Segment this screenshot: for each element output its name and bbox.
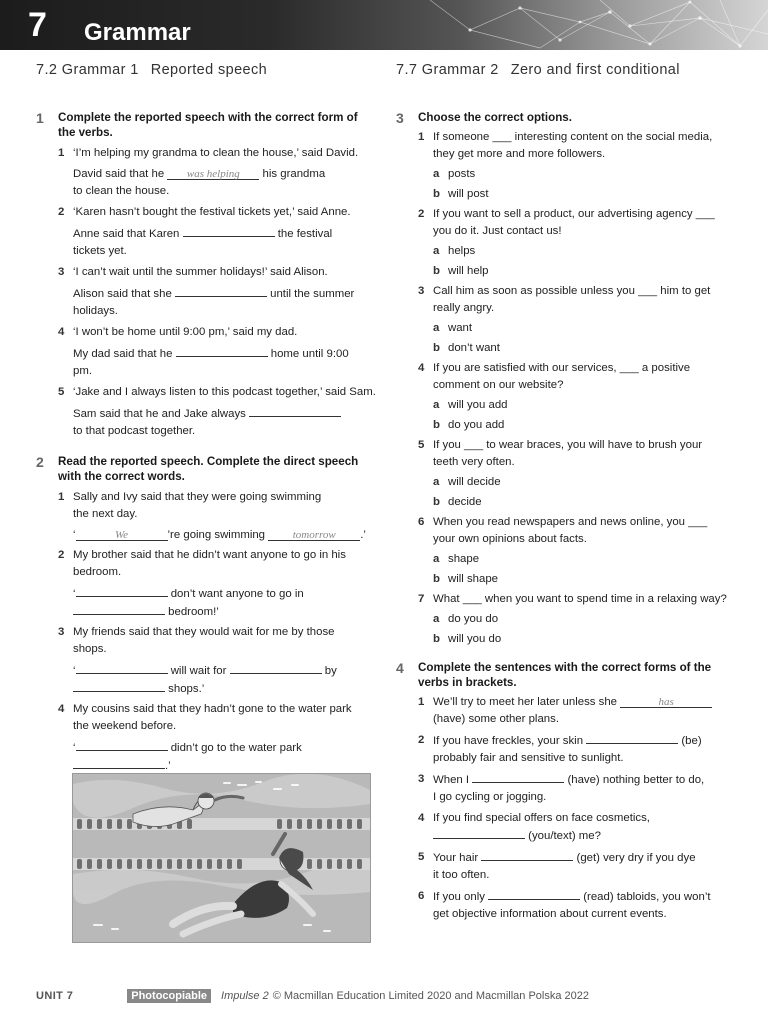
item-answer-line xyxy=(433,827,741,845)
exercise-item xyxy=(418,849,741,884)
option-letter: a xyxy=(433,476,440,488)
exercise-number: 2 xyxy=(36,454,44,470)
answer-blank[interactable]: We xyxy=(76,529,168,541)
quote-mark: ‘ xyxy=(73,665,76,677)
reported-line: My brother said that he didn’t want anyone to go in his xyxy=(73,549,346,561)
direct-speech-text: will wait for xyxy=(170,665,227,677)
answer-continuation: to that podcast together. xyxy=(73,425,196,437)
option-letter: b xyxy=(433,188,440,200)
section-number: 7.2 Grammar 1 xyxy=(36,62,139,78)
item-answer-line xyxy=(433,771,741,789)
answer-blank[interactable]: was helping xyxy=(167,168,259,180)
reported-line: the weekend before. xyxy=(73,720,177,732)
item-quote: ‘I won’t be home until 9:00 pm,’ said my dad. xyxy=(73,326,298,338)
sentence-start: We’ll try to meet her later unless she xyxy=(433,696,618,708)
exercise-item xyxy=(418,129,741,203)
question-text: What ___ when you want to spend time in a relaxing way? xyxy=(433,593,727,605)
answer-suffix: his grandma xyxy=(262,168,326,180)
direct-speech-line xyxy=(73,662,376,680)
item-answer-line xyxy=(73,285,376,303)
reported-line: shops. xyxy=(73,643,107,655)
option-text: will you add xyxy=(448,399,508,411)
option-a[interactable] xyxy=(433,611,741,628)
option-a[interactable] xyxy=(433,551,741,568)
answer-blank[interactable] xyxy=(183,225,275,237)
item-quote: ‘Karen hasn’t bought the festival tickets yet,’ said Anne. xyxy=(73,206,351,218)
sentence-start: Your hair xyxy=(433,852,479,864)
option-b[interactable] xyxy=(433,571,741,588)
exercise-2 xyxy=(36,454,376,775)
item-number: 1 xyxy=(418,131,425,143)
option-letter: b xyxy=(433,419,440,431)
exercise-item xyxy=(418,771,741,806)
exercise-item xyxy=(58,489,376,544)
book-title: Impulse 2 xyxy=(221,990,269,1002)
item-quote: ‘Jake and I always listen to this podcast together,’ said Sam. xyxy=(73,386,376,398)
item-number: 1 xyxy=(58,491,65,503)
answer-blank[interactable] xyxy=(73,603,165,615)
answer-blank[interactable] xyxy=(488,888,580,900)
item-number: 7 xyxy=(418,593,425,605)
exercise-item xyxy=(58,145,376,200)
answer-suffix: until the summer xyxy=(270,288,355,300)
option-text: don’t want xyxy=(448,342,500,354)
answer-suffix: home until 9:00 xyxy=(270,348,349,360)
option-letter: a xyxy=(433,322,440,334)
exercise-item xyxy=(418,437,741,511)
item-answer-line xyxy=(73,345,376,363)
option-letter: a xyxy=(433,245,440,257)
answer-blank[interactable] xyxy=(76,739,168,751)
exercise-item xyxy=(418,591,741,648)
item-number: 2 xyxy=(58,549,65,561)
sentence-start: If you only xyxy=(433,891,485,903)
question-text: comment on our website? xyxy=(433,379,564,391)
question-text: If someone ___ interesting content on the social media, xyxy=(433,131,713,143)
question-text: your own opinions about facts. xyxy=(433,533,587,545)
option-text: do you do xyxy=(448,613,499,625)
option-b[interactable] xyxy=(433,494,741,511)
option-letter: b xyxy=(433,265,440,277)
exercise-item xyxy=(418,360,741,434)
item-answer-line xyxy=(73,166,376,183)
item-answer-line xyxy=(73,405,376,423)
answer-blank[interactable] xyxy=(175,285,267,297)
item-answer-line xyxy=(73,225,376,243)
answer-blank[interactable] xyxy=(76,585,168,597)
section-number: 7.7 Grammar 2 xyxy=(396,62,499,78)
swimming-pool-illustration xyxy=(72,773,371,943)
direct-speech-text: shops.’ xyxy=(168,683,205,695)
option-text: posts xyxy=(448,168,476,180)
item-number: 3 xyxy=(418,285,425,297)
option-b[interactable] xyxy=(433,186,741,203)
unit-number: 7 xyxy=(28,6,47,44)
answer-blank[interactable] xyxy=(230,662,322,674)
answer-blank[interactable] xyxy=(73,757,165,769)
direct-speech-text: ’re going swimming xyxy=(167,529,266,541)
item-number: 4 xyxy=(418,812,425,824)
exercise-item xyxy=(58,204,376,260)
exercise-item xyxy=(418,283,741,357)
exercise-item xyxy=(418,810,741,845)
exercise-number: 1 xyxy=(36,110,44,126)
photocopiable-badge: Photocopiable xyxy=(127,989,211,1003)
option-text: want xyxy=(448,322,473,334)
item-number: 3 xyxy=(58,626,65,638)
item-number: 1 xyxy=(418,696,425,708)
item-number: 4 xyxy=(58,703,65,715)
option-b[interactable] xyxy=(433,340,741,357)
option-text: decide xyxy=(448,496,482,508)
item-quote: ‘I’m helping my grandma to clean the house,’ said David. xyxy=(73,147,359,159)
answer-prefix: Anne said that Karen xyxy=(73,228,180,240)
swimmers-picture-icon xyxy=(73,774,370,942)
direct-speech-line xyxy=(73,585,376,603)
left-column xyxy=(36,110,376,775)
question-text: teeth very often. xyxy=(433,456,515,468)
option-b[interactable] xyxy=(433,263,741,280)
exercise-item xyxy=(58,701,376,775)
reported-line: Sally and Ivy said that they were going swimming xyxy=(73,491,322,503)
option-b[interactable] xyxy=(433,631,741,648)
item-answer-line xyxy=(433,849,741,867)
option-text: do you add xyxy=(448,419,505,431)
answer-blank[interactable] xyxy=(481,849,573,861)
reported-line: My friends said that they would wait for me by those xyxy=(73,626,335,638)
answer-continuation: to clean the house. xyxy=(73,185,170,197)
item-number: 4 xyxy=(418,362,425,374)
exercise-instructions: Read the reported speech. Complete the direct speech with the correct words. xyxy=(58,455,359,483)
sentence-end: I go cycling or jogging. xyxy=(433,791,547,803)
answer-blank[interactable] xyxy=(249,405,341,417)
quote-mark: ‘ xyxy=(73,588,76,600)
reported-line: the next day. xyxy=(73,508,138,520)
item-answer-line xyxy=(433,888,741,906)
question-text: you do it. Just contact us! xyxy=(433,225,562,237)
option-text: will you do xyxy=(448,633,502,645)
direct-speech-text: didn’t go to the water park xyxy=(170,742,302,754)
direct-speech-text: by xyxy=(324,665,337,677)
option-a[interactable] xyxy=(433,320,741,337)
reported-line: bedroom. xyxy=(73,566,122,578)
option-text: will post xyxy=(448,188,489,200)
direct-speech-text: bedroom!’ xyxy=(168,606,219,618)
option-letter: b xyxy=(433,496,440,508)
sentence-end: probably fair and sensitive to sunlight. xyxy=(433,752,624,764)
item-answer-line xyxy=(433,694,741,711)
option-a[interactable] xyxy=(433,397,741,414)
verb-in-brackets: (read) tabloids, you won’t xyxy=(583,891,711,903)
answer-blank[interactable] xyxy=(176,345,268,357)
answer-blank[interactable] xyxy=(76,662,168,674)
item-quote: ‘I can’t wait until the summer holidays!’ said Alison. xyxy=(73,266,328,278)
answer-blank[interactable] xyxy=(73,680,165,692)
answer-suffix: the festival xyxy=(277,228,333,240)
verb-in-brackets: (get) very dry if you dye xyxy=(576,852,696,864)
answer-blank[interactable]: has xyxy=(620,696,712,708)
direct-speech-line xyxy=(73,739,376,757)
answer-continuation: pm. xyxy=(73,365,92,377)
sentence-start: If you find special offers on face cosmetics, xyxy=(433,812,650,824)
section-topic: Zero and first conditional xyxy=(510,62,680,78)
answer-prefix: David said that he xyxy=(73,168,165,180)
section-heading-right xyxy=(396,62,680,78)
direct-speech-line xyxy=(73,680,376,698)
sentence-end: (have) some other plans. xyxy=(433,713,559,725)
item-number: 5 xyxy=(418,851,425,863)
exercise-item xyxy=(58,624,376,698)
item-number: 3 xyxy=(58,266,65,278)
answer-prefix: Alison said that she xyxy=(73,288,172,300)
exercise-item xyxy=(58,547,376,621)
option-letter: a xyxy=(433,399,440,411)
option-b[interactable] xyxy=(433,417,741,434)
answer-blank[interactable]: tomorrow xyxy=(268,529,360,541)
quote-mark: .’ xyxy=(360,529,366,541)
exercise-instructions: Complete the sentences with the correct forms of the verbs in brackets. xyxy=(418,661,712,689)
answer-continuation: holidays. xyxy=(73,305,118,317)
answer-continuation: tickets yet. xyxy=(73,245,127,257)
question-text: really angry. xyxy=(433,302,495,314)
question-text: Call him as soon as possible unless you ___ him to get xyxy=(433,285,711,297)
option-text: shape xyxy=(448,553,480,565)
verb-in-brackets: (be) xyxy=(681,735,702,747)
item-number: 5 xyxy=(418,439,425,451)
direct-speech-line xyxy=(73,527,376,544)
quote-mark: .’ xyxy=(165,760,171,772)
reported-line: My cousins said that they hadn’t gone to the water park xyxy=(73,703,352,715)
item-number: 6 xyxy=(418,890,425,902)
quote-mark: ‘ xyxy=(73,529,76,541)
question-text: If you want to sell a product, our advertising agency ___ xyxy=(433,208,715,220)
verb-in-brackets: (you/text) me? xyxy=(528,830,601,842)
answer-prefix: Sam said that he and Jake always xyxy=(73,408,246,420)
exercise-item xyxy=(418,888,741,923)
option-text: helps xyxy=(448,245,476,257)
sentence-end: get objective information about current events. xyxy=(433,908,667,920)
exercise-3 xyxy=(396,110,741,648)
copyright-text: © Macmillan Education Limited 2020 and Macmillan Polska 2022 xyxy=(272,990,590,1002)
exercise-item xyxy=(58,324,376,380)
exercise-instructions: Choose the correct options. xyxy=(418,111,572,124)
answer-blank[interactable] xyxy=(433,827,525,839)
exercise-item xyxy=(418,514,741,588)
question-text: If you are satisfied with our services, ___ a positive xyxy=(433,362,691,374)
question-text: If you ___ to wear braces, you will have to brush your xyxy=(433,439,703,451)
sentence-start: If you have freckles, your skin xyxy=(433,735,584,747)
exercise-number: 4 xyxy=(396,660,404,676)
exercise-instructions: Complete the reported speech with the correct form of the verbs. xyxy=(58,111,358,139)
exercise-item xyxy=(418,694,741,728)
option-a[interactable] xyxy=(433,243,741,260)
item-number: 4 xyxy=(58,326,65,338)
item-number: 6 xyxy=(418,516,425,528)
right-column xyxy=(396,110,741,923)
direct-speech-text: don’t want anyone to go in xyxy=(170,588,304,600)
item-answer-line xyxy=(433,732,741,750)
item-number: 2 xyxy=(418,208,425,220)
option-a[interactable] xyxy=(433,166,741,183)
exercise-item xyxy=(58,264,376,320)
section-heading-left xyxy=(36,62,267,78)
verb-in-brackets: (have) nothing better to do, xyxy=(567,774,705,786)
option-letter: a xyxy=(433,613,440,625)
item-number: 2 xyxy=(58,206,65,218)
page-footer xyxy=(36,989,589,1003)
item-number: 3 xyxy=(418,773,425,785)
option-text: will shape xyxy=(448,573,499,585)
footer-unit: UNIT 7 xyxy=(36,990,74,1002)
item-number: 2 xyxy=(418,734,425,746)
unit-header xyxy=(0,0,768,50)
sentence-start: When I xyxy=(433,774,470,786)
option-a[interactable] xyxy=(433,474,741,491)
option-text: will decide xyxy=(448,476,501,488)
option-letter: b xyxy=(433,573,440,585)
exercise-number: 3 xyxy=(396,110,404,126)
answer-prefix: My dad said that he xyxy=(73,348,173,360)
option-letter: b xyxy=(433,342,440,354)
exercise-1 xyxy=(36,110,376,440)
answer-blank[interactable] xyxy=(586,732,678,744)
sentence-end: it too often. xyxy=(433,869,490,881)
question-text: they get more and more followers. xyxy=(433,148,606,160)
option-letter: a xyxy=(433,168,440,180)
item-number: 1 xyxy=(58,147,65,159)
question-text: When you read newspapers and news online, you ___ xyxy=(433,516,708,528)
exercise-item xyxy=(418,732,741,767)
item-number: 5 xyxy=(58,386,65,398)
exercise-item xyxy=(58,384,376,440)
quote-mark: ‘ xyxy=(73,742,76,754)
option-letter: a xyxy=(433,553,440,565)
direct-speech-line xyxy=(73,603,376,621)
exercise-item xyxy=(418,206,741,280)
option-text: will help xyxy=(448,265,489,277)
exercise-4 xyxy=(396,660,741,923)
answer-blank[interactable] xyxy=(472,771,564,783)
section-topic: Reported speech xyxy=(150,62,268,78)
option-letter: b xyxy=(433,633,440,645)
unit-title: Grammar xyxy=(84,19,191,46)
